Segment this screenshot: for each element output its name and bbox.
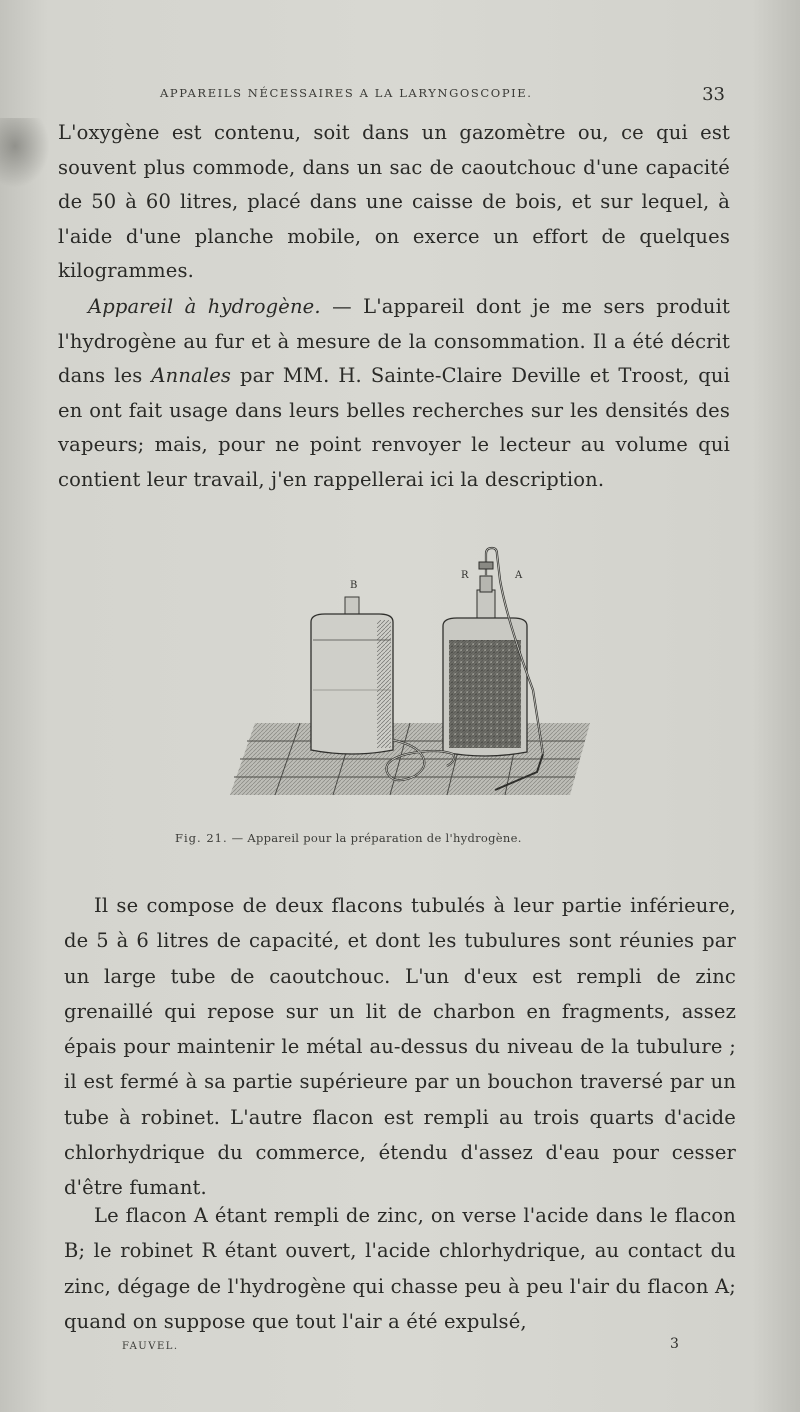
section-title: Appareil à hydrogène. — [88, 295, 321, 318]
footer-signature: 3 — [670, 1336, 679, 1352]
figure-number: Fig. 21. — [175, 831, 228, 845]
paragraph-composition: Il se compose de deux flacons tubulés à leur partie inférieure, de 5 à 6 litres de capacité, et dont les tubulures sont réunies par un large tube de caoutchouc. L'un d'eux est rempli de zinc grenaillé qui repose sur un lit de charbon en fragments, assez épais pour maintenir le métal au-dessus du niveau de la tubulure ; il est fermé à sa partie supérieure par un bouchon traversé par un tube à robinet. L'autre flacon est rempli au trois quarts d'acide chlorhydrique du commerce, étendu d'assez d'eau pour cesser d'être fumant. — [64, 894, 736, 1200]
running-header: APPAREILS NÉCESSAIRES A LA LARYNGOSCOPIE. — [160, 86, 533, 100]
footer-author: FAUVEL. — [122, 1341, 179, 1352]
label-r: R — [461, 570, 469, 581]
paragraph-oxygen: L'oxygène est contenu, soit dans un gazomètre ou, ce qui est souvent plus commode, dans un sac de caoutchouc d'une capacité de 50 à 60 litres, placé dans une caisse de bois, et sur lequel, à l'aide d'une planche mobile, on exerce un effort de quelques kilogrammes. — [58, 121, 730, 283]
page-smudge — [0, 118, 50, 188]
label-b: B — [350, 580, 358, 591]
flask-b — [311, 597, 393, 754]
tiled-floor — [230, 723, 590, 795]
label-a: A — [515, 570, 523, 581]
flask-a — [443, 576, 527, 756]
paragraph-text: par MM. H. Sainte-Claire Deville et Troost, qui en ont fait usage dans leurs belles recherches sur les densités des vapeurs; mais, pour ne point renvoyer le lecteur au volume qui contient leur travail, j'en rappellerai ici la description. — [58, 364, 730, 491]
hydrogen-apparatus-engraving — [225, 540, 605, 808]
paragraph-text: — L'appareil dont je me sers produit l'hydrogène au fur et à mesure de la consommation. Il a été décrit dans les — [58, 295, 730, 388]
figure-caption — [175, 831, 635, 845]
paragraph-operation: Le flacon A étant rempli de zinc, on verse l'acide dans le flacon B; le robinet R étant ouvert, l'acide chlorhydrique, au contact du zinc, dégage de l'hydrogène qui chasse peu à peu l'air du flacon A; quand on suppose que tout l'air a été expulsé, — [64, 1204, 736, 1333]
journal-title: Annales — [151, 364, 232, 388]
caption-text: — Appareil pour la préparation de l'hydrogène. — [227, 831, 522, 845]
paragraph-hydrogen-apparatus — [58, 290, 730, 498]
page-number: 33 — [702, 84, 725, 105]
